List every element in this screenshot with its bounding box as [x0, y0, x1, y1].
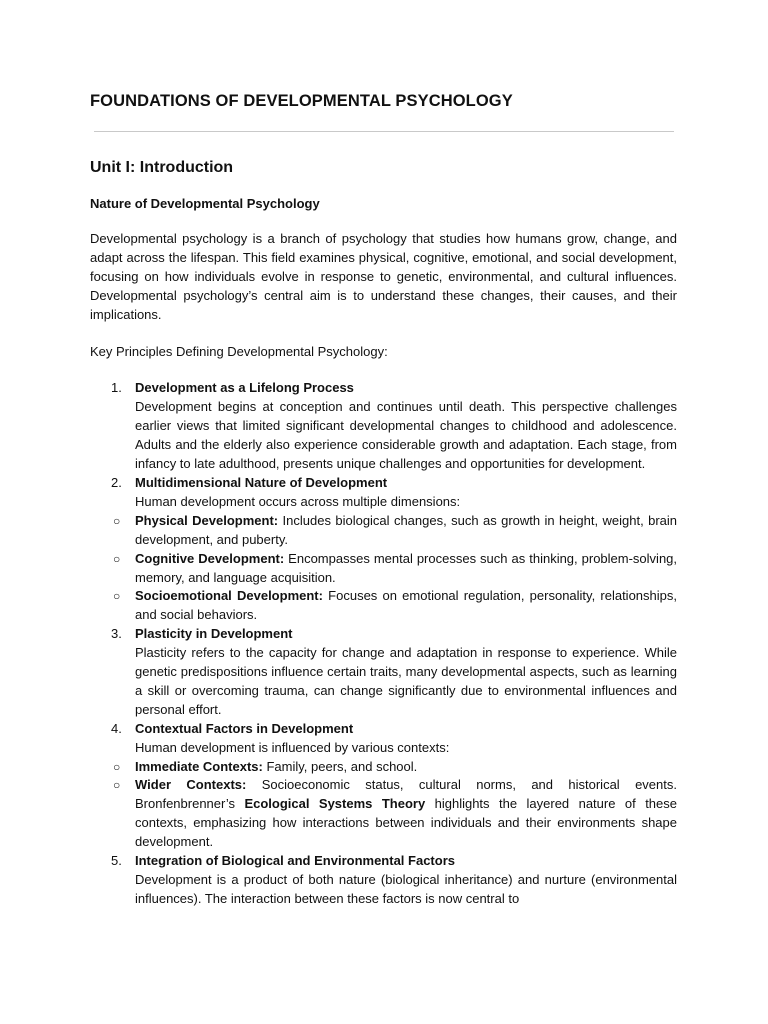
sub-list	[90, 512, 677, 625]
list-number: 4.	[111, 720, 122, 736]
sub-list-container	[90, 512, 677, 625]
bullet-text: Family, peers, and school.	[262, 758, 418, 774]
principle-text: Development begins at conception and continues until death. This perspective challenges earlier views that limited significant developmental changes to childhood and adolescence. Adults and the elderly also experience considerable growth and adaptation. Each stage, from infancy to late adulthood, presents unique challenges and opportunities for development.	[135, 399, 677, 472]
bullet-emphasis: Ecological Systems Theory	[244, 796, 426, 812]
sub-list	[90, 758, 677, 853]
sub-list-container	[90, 758, 677, 853]
sub-list-item	[90, 758, 677, 777]
principle-title: Contextual Factors in Development	[135, 720, 354, 736]
sub-list-item	[90, 776, 677, 852]
list-number: 5.	[111, 853, 122, 869]
bullet-label: Immediate Contexts:	[135, 758, 263, 774]
circle-bullet-icon: ○	[113, 551, 121, 566]
principle-title: Plasticity in Development	[135, 626, 293, 642]
unit-title: Unit I: Introduction	[90, 159, 234, 176]
circle-bullet-icon: ○	[113, 513, 121, 528]
list-item	[90, 474, 677, 512]
bullet-label: Cognitive Development:	[135, 550, 285, 566]
sub-list-item	[90, 512, 677, 550]
list-item	[90, 379, 677, 474]
sub-list-item	[90, 587, 677, 625]
list-number: 1.	[111, 380, 122, 396]
principle-text: Plasticity refers to the capacity for change and adaptation in response to experience. While genetic predispositions influence certain traits, many developmental aspects, such as learning a skill or overcoming trauma, can change significantly due to environmental influences and personal effort.	[135, 645, 677, 717]
principle-text: Development is a product of both nature (biological inheritance) and nurture (environmental influences). The interaction between these factors is now central to	[135, 872, 677, 906]
horizontal-divider	[94, 131, 674, 132]
bullet-label: Wider Contexts:	[135, 777, 247, 793]
intro-paragraph: Developmental psychology is a branch of psychology that studies how humans grow, change, and adapt across the lifespan. This field examines physical, cognitive, emotional, and social development, focusing on how individuals evolve in response to genetic, environmental, and cultural influences. Developmental psychology’s central aim is to understand these changes, their causes, and their implications.	[90, 231, 677, 322]
document-body	[90, 230, 677, 909]
circle-bullet-icon: ○	[113, 589, 121, 604]
list-item	[90, 625, 677, 720]
principle-title: Development as a Lifelong Process	[135, 380, 354, 396]
document-title: FOUNDATIONS OF DEVELOPMENTAL PSYCHOLOGY	[90, 92, 513, 110]
circle-bullet-icon: ○	[113, 778, 121, 793]
principle-text: Human development occurs across multiple dimensions:	[135, 493, 461, 509]
bullet-label: Socioemotional Development:	[135, 588, 323, 604]
principle-title: Integration of Biological and Environmental Factors	[135, 853, 455, 869]
list-item	[90, 720, 677, 758]
principle-title: Multidimensional Nature of Development	[135, 474, 388, 490]
list-item	[90, 852, 677, 909]
sub-list-item	[90, 550, 677, 588]
bullet-text: Includes biological changes, such as growth in height, weight, brain development, and puberty.	[135, 512, 677, 547]
principles-list	[90, 379, 677, 908]
bullet-text: Socioeconomic status, cultural norms, and historical events. Bronfenbrenner’s	[135, 777, 677, 812]
list-number: 2.	[111, 474, 122, 490]
bullet-text: Focuses on emotional regulation, personality, relationships, and social behaviors.	[135, 588, 677, 623]
bullet-text-continued: highlights the layered nature of these contexts, emphasizing how interactions between individuals and their environments shape development.	[135, 796, 677, 850]
key-principles-heading: Key Principles Defining Developmental Psychology:	[90, 343, 388, 359]
bullet-label: Physical Development:	[135, 512, 279, 528]
section-title: Nature of Developmental Psychology	[90, 196, 320, 211]
principle-text: Human development is influenced by various contexts:	[135, 739, 450, 755]
bullet-text: Encompasses mental processes such as thinking, problem-solving, memory, and language acquisition.	[135, 550, 678, 585]
circle-bullet-icon: ○	[113, 759, 121, 774]
list-number: 3.	[111, 626, 122, 642]
